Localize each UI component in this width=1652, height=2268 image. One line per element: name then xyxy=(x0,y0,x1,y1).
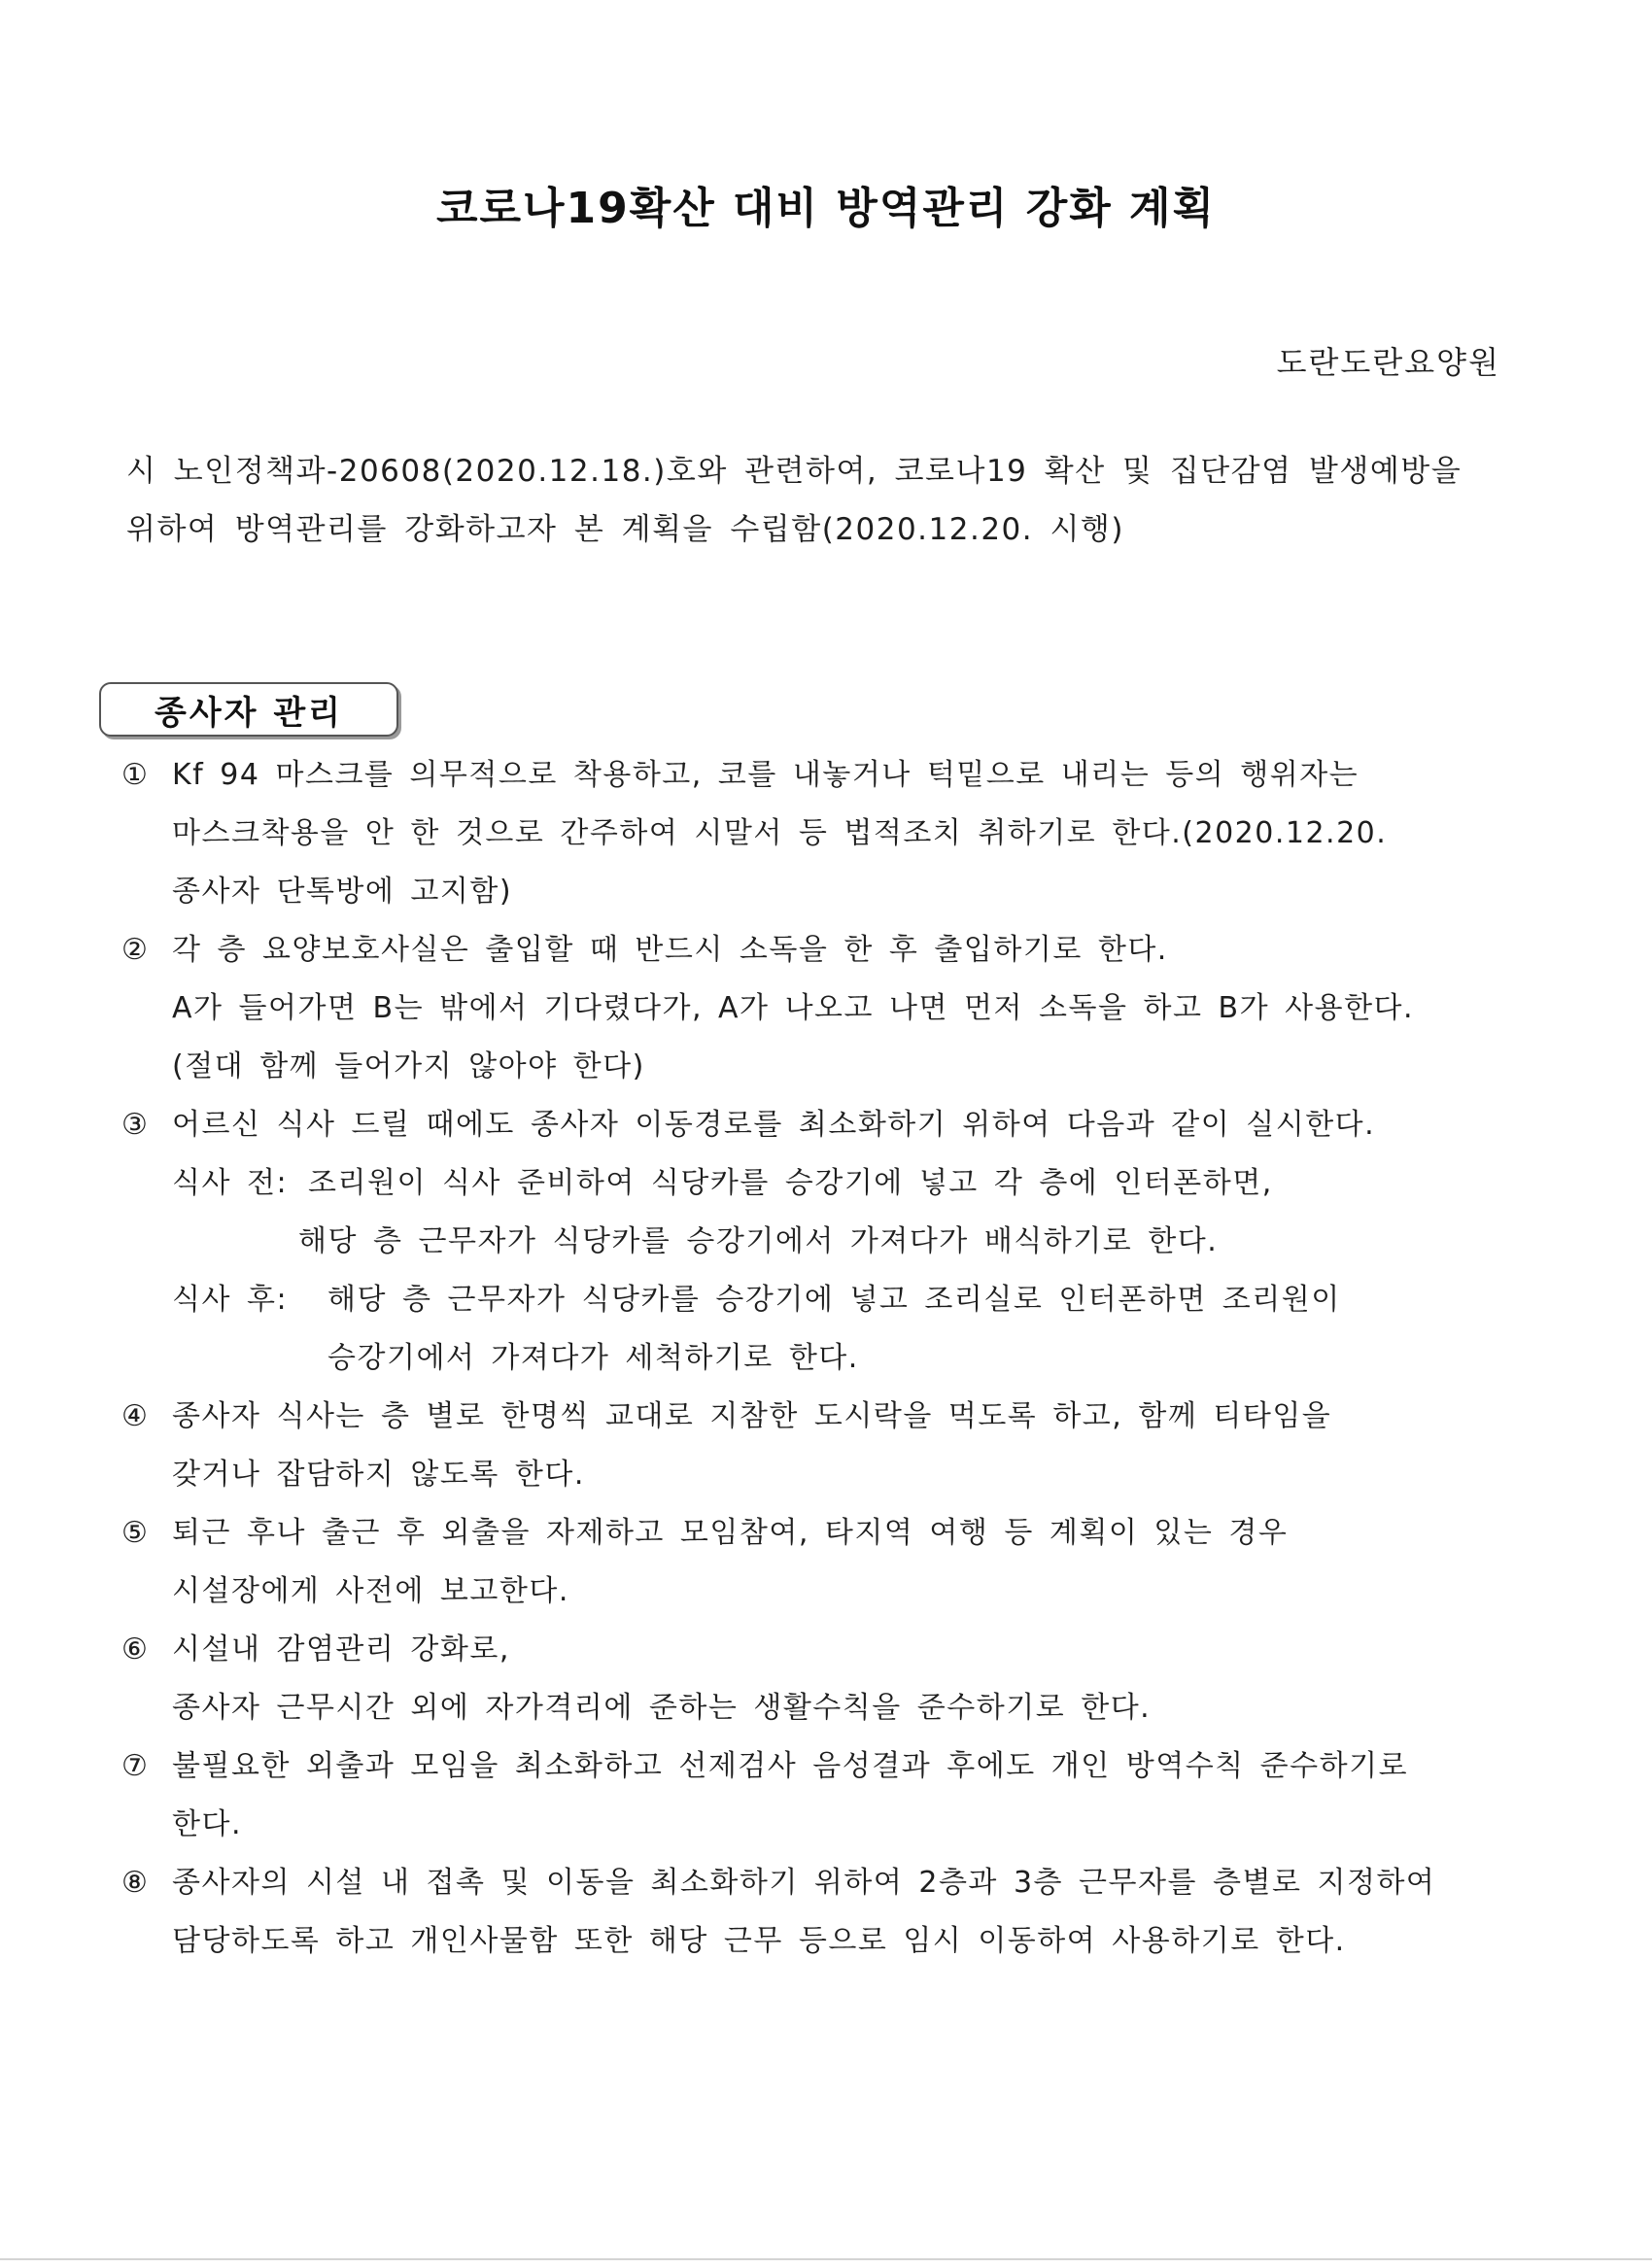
list-item xyxy=(121,1737,1540,1854)
item-number: ⑥ xyxy=(121,1632,150,1667)
item-continuation: 마스크착용을 안 한 것으로 간주하여 시말서 등 법적조치 취하기로 한다.(2020.12.20. xyxy=(172,816,1388,850)
item-continuation: 시설장에게 사전에 보고한다. xyxy=(172,1574,569,1608)
item-continuation: 담당하도록 하고 개인사물함 또한 해당 근무 등으로 임시 이동하여 사용하기로 한다. xyxy=(172,1924,1346,1958)
item-number: ③ xyxy=(121,1108,150,1142)
meal-before-row xyxy=(121,1154,1540,1213)
list-item xyxy=(121,1504,1540,1621)
document-title: 코로나19확산 대비 방역관리 강화 계획 xyxy=(435,184,1217,233)
item-text: Kf 94 마스크를 의무적으로 착용하고, 코를 내놓거나 턱밑으로 내리는 등의 행위자는 xyxy=(172,758,1359,792)
list-item xyxy=(121,746,1540,921)
meal-before-text: 조리원이 식사 준비하여 식당카를 승강기에 넣고 각 층에 인터폰하면, xyxy=(308,1166,1273,1200)
list-item xyxy=(121,1621,1540,1737)
item-text: 어르신 식사 드릴 때에도 종사자 이동경로를 최소화하기 위하여 다음과 같이 실시한다. xyxy=(172,1108,1376,1142)
item-text: 퇴근 후나 출근 후 외출을 자제하고 모임참여, 타지역 여행 등 계획이 있는 경우 xyxy=(172,1516,1289,1550)
item-continuation: 종사자 근무시간 외에 자가격리에 준하는 생활수칙을 준수하기로 한다. xyxy=(172,1691,1152,1725)
list-item xyxy=(121,921,1540,1096)
item-continuation: 종사자 단톡방에 고지함) xyxy=(172,875,513,909)
section-title-box xyxy=(99,682,398,737)
meal-after-text: 해당 층 근무자가 식당카를 승강기에 넣고 조리실로 인터폰하면 조리원이 xyxy=(327,1283,1341,1317)
item-number: ⑧ xyxy=(121,1866,150,1900)
meal-before-continuation: 해당 층 근무자가 식당카를 승강기에서 가져다가 배식하기로 한다. xyxy=(298,1224,1219,1258)
meal-before-label: 식사 전: xyxy=(172,1166,289,1200)
item-text: 시설내 감염관리 강화로, xyxy=(172,1632,510,1667)
intro-line: 위하여 방역관리를 강화하고자 본 계획을 수립함(2020.12.20. 시행) xyxy=(126,512,1124,547)
item-number: ⑦ xyxy=(121,1749,150,1783)
item-text: 각 층 요양보호사실은 출입할 때 반드시 소독을 한 후 출입하기로 한다. xyxy=(172,933,1168,967)
item-continuation: 한다. xyxy=(172,1807,242,1841)
meal-after-label: 식사 후: xyxy=(172,1283,289,1317)
item-number: ② xyxy=(121,933,150,967)
rules-list xyxy=(121,746,1540,1971)
item-continuation: A가 들어가면 B는 밖에서 기다렸다가, A가 나오고 나면 먼저 소독을 하고 B가 사용한다. xyxy=(172,991,1415,1025)
section-title: 종사자 관리 xyxy=(154,693,344,733)
intro-line: 시 노인정책과-20608(2020.12.18.)호와 관련하여, 코로나19 확산 및 집단감염 발생예방을 xyxy=(126,454,1463,489)
list-item xyxy=(121,1388,1540,1504)
item-continuation: 갖거나 잡담하지 않도록 한다. xyxy=(172,1458,585,1492)
page-bottom-edge xyxy=(0,2258,1652,2260)
list-item xyxy=(121,1096,1540,1388)
meal-after-row xyxy=(121,1271,1540,1329)
item-text: 종사자 식사는 층 별로 한명씩 교대로 지참한 도시락을 먹도록 하고, 함께 티타임을 xyxy=(172,1399,1332,1433)
list-item xyxy=(121,1854,1540,1971)
item-number: ⑤ xyxy=(121,1516,150,1550)
intro-paragraph xyxy=(126,442,1526,559)
item-number: ① xyxy=(121,758,150,792)
item-continuation: (절대 함께 들어가지 않아야 한다) xyxy=(172,1049,645,1083)
meal-after-continuation: 승강기에서 가져다가 세척하기로 한다. xyxy=(327,1341,859,1375)
item-text: 종사자의 시설 내 접촉 및 이동을 최소화하기 위하여 2층과 3층 근무자를 층별로 지정하여 xyxy=(172,1866,1436,1900)
organization-name: 도란도란요양원 xyxy=(1276,344,1500,381)
item-text: 불필요한 외출과 모임을 최소화하고 선제검사 음성결과 후에도 개인 방역수칙 준수하기로 xyxy=(172,1749,1409,1783)
item-number: ④ xyxy=(121,1399,150,1433)
